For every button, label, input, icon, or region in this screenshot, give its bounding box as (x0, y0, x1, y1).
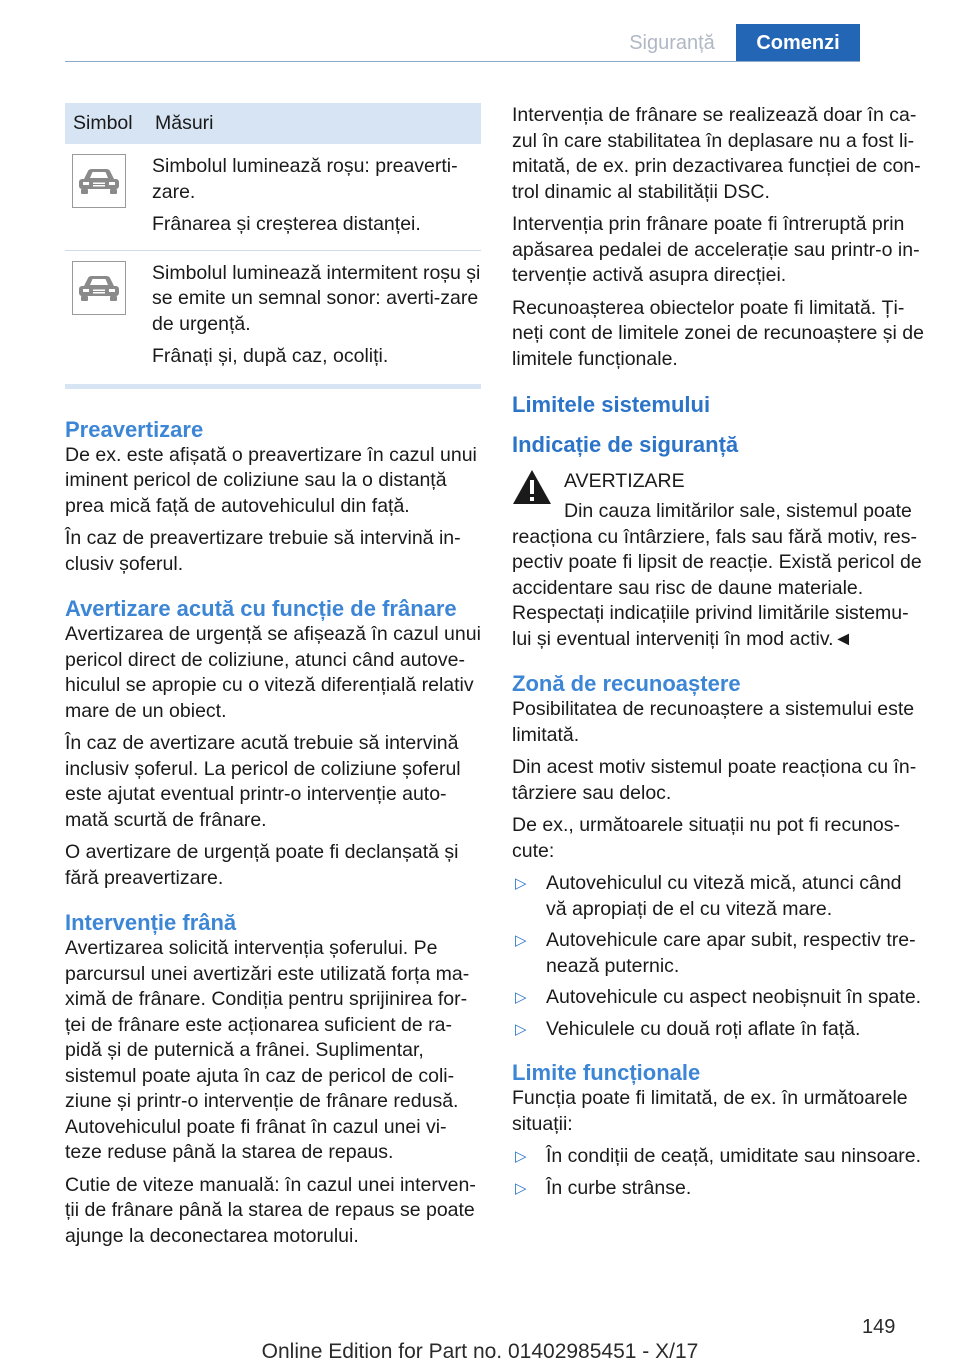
warning-triangle-icon (512, 469, 552, 505)
list-item: ▷ Autovehicule care apar subit, respectiv tre-nează puternic. (515, 929, 916, 977)
warning-title: AVERTIZARE (564, 470, 685, 492)
paragraph: De ex. este afișată o preavertizare în cazul unui iminent pericol de coliziune sau la o distanță prea mică față de autovehiculul din față. (65, 443, 477, 517)
table-row (65, 250, 481, 386)
row-text: Simbolul luminează roșu: preaverti-zare. (152, 155, 458, 203)
list-item: ▷ Vehiculele cu două roți aflate în față. (512, 1017, 926, 1043)
paragraph: Cutie de viteze manuală: în cazul unei interven-ții de frânare până la starea de repaus se poate ajunge la deconectarea motorului. (65, 1173, 476, 1247)
left-column (65, 103, 481, 1256)
warning-block (512, 469, 926, 652)
symbol-table (65, 103, 481, 389)
page-header (0, 0, 960, 62)
bullet-triangle-icon: ▷ (515, 932, 527, 949)
column-header-actions: Măsuri (152, 103, 481, 144)
section-title-acute-warning: Avertizare acută cu funcție de frânare (65, 596, 457, 621)
table-row (65, 144, 481, 250)
right-column (512, 103, 926, 1207)
page-number: 149 (862, 1316, 896, 1338)
warning-text: reacționa cu întârziere, fals sau fără motiv, res-pectiv poate fi lipsit de reacție. Există pericol de accidentare sau risc de daune materiale. Respectați indicațiile privind limitările sistemu-lui și eventual interveniți în mod activ.◄ (512, 525, 922, 650)
bullet-triangle-icon: ▷ (515, 1179, 527, 1197)
paragraph: În caz de preavertizare trebuie să intervină in-clusiv șoferul. (65, 527, 461, 575)
paragraph: Din acest motiv sistemul poate reacționa cu în-târziere sau deloc. (512, 756, 917, 804)
functional-limits-list (512, 1144, 926, 1201)
paragraph: Recunoașterea obiectelor poate fi limitată. Ți-neți cont de limitele zonei de recunoaștere și de limitele funcționale. (512, 296, 924, 370)
section-title-safety-note: Indicație de siguranță (512, 432, 739, 457)
paragraph: Funcția poate fi limitată, de ex. în următoarele situații: (512, 1087, 908, 1135)
bullet-triangle-icon: ▷ (515, 1148, 527, 1165)
section-tab[interactable]: Siguranță (629, 32, 715, 54)
paragraph: Intervenția prin frânare poate fi întreruptă prin apăsarea pedalei de accelerație sau printr-o in-tervenție activă asupra direcției. (512, 213, 920, 286)
table-header-row (65, 103, 481, 144)
paragraph: De ex., următoarele situații nu pot fi recunos-cute: (512, 814, 901, 862)
section-title-prewarning: Preavertizare (65, 416, 204, 442)
edition-footer: Online Edition for Part no. 01402985451 - X/17 (261, 1340, 699, 1363)
paragraph: Avertizarea de urgență se afișează în cazul unui pericol direct de coliziune, atunci când autove-hiculul se apropie cu o viteză diferențială relativ mare de un obiect. (65, 623, 481, 722)
list-item: ▷ În curbe strânse. (512, 1176, 926, 1202)
bullet-triangle-icon: ▷ (515, 1020, 527, 1038)
detection-limits-list (512, 871, 926, 1042)
paragraph: Intervenția de frânare se realizează doar în ca-zul în care stabilitatea în deplasare nu a fost li-mitată, de ex. prin dezactivarea funcției de con-trol dinamic al stabilității DSC. (512, 104, 921, 203)
paragraph: O avertizare de urgență poate fi declanșată și fără preavertizare. (65, 841, 459, 889)
section-title-brake-intervention: Intervenție frână (65, 910, 237, 935)
paragraph: Avertizarea solicită intervenția șoferului. Pe parcursul unei avertizări este utilizată forța ma-ximă de frânare. Condiția pentru sprijinirea for-ței de frânare este acționarea suficient de ra-pidă și de puternică a frânei. Suplimentar, sistemul poate ajuta în caz de pericol de coli-ziune și printr-o intervenție de frânare redusă. Autovehiculul poate fi frânat în cazul unei vi-teze reduse până la starea de repaus. (65, 937, 470, 1163)
list-item: ▷ Autovehicule cu aspect neobișnuit în spate. (512, 985, 926, 1011)
list-item: ▷ În condiții de ceață, umiditate sau ninsoare. (512, 1144, 926, 1170)
active-chapter-tab[interactable]: Comenzi (736, 24, 860, 62)
car-front-icon (72, 261, 126, 315)
row-text: Frânați și, după caz, ocoliți. (152, 345, 389, 367)
section-title-detection-zone: Zonă de recunoaștere (512, 671, 741, 696)
section-title-functional-limits: Limite funcționale (512, 1060, 701, 1085)
list-item: ▷ Autovehiculul cu viteză mică, atunci când vă apropiați de el cu viteză mare. (515, 872, 902, 920)
bullet-triangle-icon: ▷ (515, 875, 527, 892)
paragraph: În caz de avertizare acută trebuie să intervină inclusiv șoferul. La pericol de coliziune șoferul este ajutat eventual printr-o intervenție auto-mată scurtă de frânare. (65, 732, 461, 831)
section-title-system-limits: Limitele sistemului (512, 392, 711, 417)
car-front-icon (72, 154, 126, 208)
paragraph: Posibilitatea de recunoaștere a sistemului este limitată. (512, 698, 915, 746)
row-text: Frânarea și creșterea distanței. (152, 213, 421, 235)
header-divider (65, 61, 860, 62)
column-header-symbol: Simbol (65, 103, 152, 144)
bullet-triangle-icon: ▷ (515, 989, 527, 1006)
warning-text-first-line: Din cauza limitărilor sale, sistemul poate (564, 500, 912, 522)
row-text: Simbolul luminează intermitent roșu și se emite un semnal sonor: averti-zare de urgență. (152, 261, 481, 335)
